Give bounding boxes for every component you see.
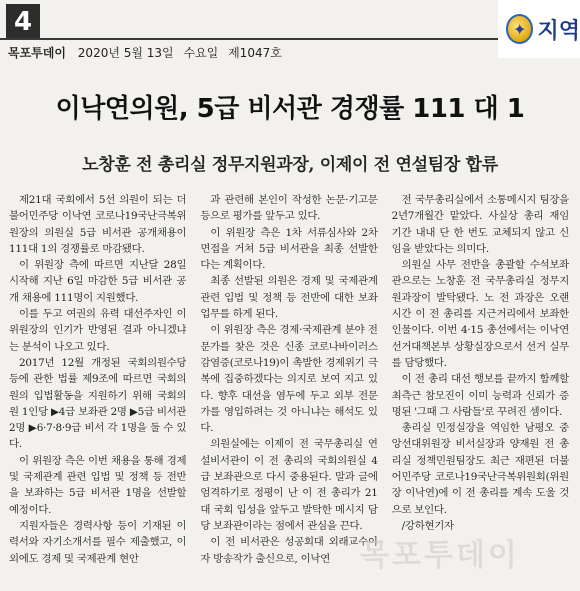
article-paragraph: 전 국무총리실에서 소통메시지 팀장을 2년7개월간 맡았다. 사실상 총리 재임 기간 내내 단 한 번도 교체되지 않고 신임을 받았다는 의미다. bbox=[391, 194, 569, 255]
page-number: 4 bbox=[6, 4, 40, 40]
article-paragraph: 의원실에는 이제이 전 국무총리실 연설비서관이 이 전 총리의 국회의원실 4급 보좌관으로 다시 중용된다. 말과 글에 엄격하기로 정평이 난 이 전 총리가 21대 국회 입성을 앞두고 발탁한 메시지 담당 보좌관이라는 점에서 관심을 끈다. bbox=[200, 438, 378, 532]
section-banner bbox=[498, 0, 580, 58]
article-paragraph: 이 위원장 측은 경제·국제관계 분야 전문가를 찾은 것은 신종 코로나바이러스 감염증(코로나19)이 촉발한 경제위기 극복에 집중하겠다는 의지로 보여 지고 있다. 향후 대선을 염두에 두고 외부 전문가를 영입하려는 것 아니냐는 해석도 있다. bbox=[200, 324, 378, 435]
watermark-logo: 목포투데이 bbox=[360, 538, 520, 573]
article-paragraph: /강하현기자 bbox=[401, 519, 454, 532]
article-paragraph: 이 위원장 측은 1차 서류심사와 2차 면접을 거쳐 5급 비서관을 최종 선발한다는 계획이다. bbox=[200, 226, 378, 272]
article-paragraph: 제21대 국회에서 5선 의원이 되는 더불어민주당 이낙연 코로나19국난극복위원장의 의원실 5급 비서관 공개채용이 111대 1의 경쟁률로 마감됐다. bbox=[9, 194, 187, 255]
article-headline: 이낙연의원, 5급 비서관 경쟁률 111 대 1 bbox=[55, 94, 525, 124]
article-column-3 bbox=[392, 192, 569, 587]
issue-weekday: 수요일 bbox=[183, 46, 219, 60]
article-column-2 bbox=[200, 192, 377, 587]
article-paragraph: 이 전 비서관은 성공회대 외래교수이자 방송작가 출신으로, 이낙연 bbox=[200, 536, 378, 565]
section-label: 지역 bbox=[537, 18, 580, 44]
article-column-1 bbox=[9, 192, 186, 587]
article-paragraph: 이 전 총리 대선 행보를 끝까지 함께할 최측근 참모진이 이미 능력과 신뢰가 증명된 '그때 그 사람들'로 꾸려진 셈이다. bbox=[391, 373, 569, 418]
article-body bbox=[9, 192, 569, 587]
article-paragraph: 최종 선발된 의원은 경제 및 국제관계 관련 입법 및 정책 등 전반에 대한 보좌 업무를 하게 된다. bbox=[200, 275, 378, 321]
article-paragraph: 총리실 민정실장을 역임한 남평오 중앙선대위원장 비서실장과 양재원 전 총리실 정책민원팀장도 최근 재편된 더불어민주당 코로나19국난극복위원회(위원장 이낙연)에 이 전 총리를 계속 도울 것으로 보인다. bbox=[391, 422, 569, 516]
article-paragraph: 의원실 사무 전반을 총괄할 수석보좌관으로는 노창훈 전 국무총리실 정무지원과장이 발탁됐다. 노 전 과장은 오랜 시간 이 전 총리를 지근거리에서 보좌한 인물이다. 이번 4·15 총선에서는 이낙연 선거대책본부 상황실장으로서 선거 실무를 담당했다. bbox=[391, 259, 569, 369]
sun-emblem-icon: ✦ bbox=[506, 14, 533, 44]
article-paragraph: 이 위원장 측에 따르면 지난달 28일 시작해 지난 6일 마감한 5급 비서관 공개 채용에 111명이 지원했다. bbox=[9, 259, 187, 304]
paper-name: 목포투데이 bbox=[8, 46, 66, 60]
article-paragraph: 이 위원장 측은 이번 채용을 통해 경제 및 국제관계 관련 입법 및 정책 등 전반을 보좌하는 5급 비서관 1명을 선발할 예정이다. bbox=[9, 454, 187, 516]
header-rule bbox=[0, 38, 500, 40]
article-subheadline: 노창훈 전 총리실 정무지원과장, 이제이 전 연설팀장 합류 bbox=[82, 155, 498, 175]
masthead bbox=[8, 44, 288, 61]
article-paragraph: 2017년 12월 개정된 국회의원수당 등에 관한 법률 제9조에 따르면 국회의원의 입법활동을 지원하기 위해 국회의원 1인당 ▶4급 보좌관 2명 ▶5급 비서관 2명 ▶6·7·8·9급 비서 각 1명을 둘 수 있다. bbox=[9, 356, 187, 451]
article-paragraph: 이를 두고 여권의 유력 대선주자인 이 위원장의 인기가 반영된 결과 아니겠냐는 분석이 나오고 있다. bbox=[9, 308, 187, 353]
article-paragraph: 지원자들은 경력사항 등이 기재된 이력서와 자기소개서를 필수 제출했고, 이외에도 경제 및 국제관계 현안 bbox=[9, 519, 187, 565]
article-paragraph: 과 관련해 본인이 작성한 논문·기고문 등으로 평가를 앞두고 있다. bbox=[200, 194, 378, 223]
issue-date: 2020년 5월 13일 bbox=[77, 46, 174, 60]
issue-number: 제1047호 bbox=[228, 46, 282, 60]
